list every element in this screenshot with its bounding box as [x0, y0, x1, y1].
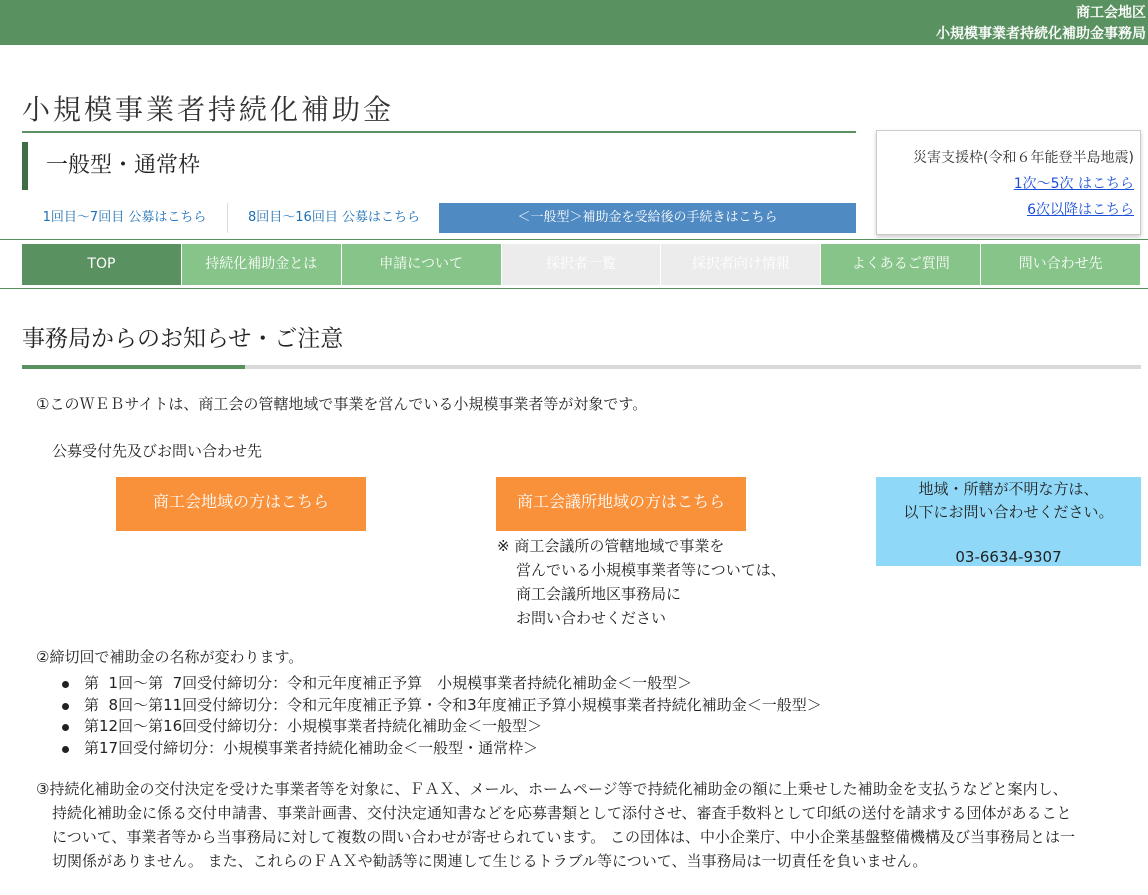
list-item: 第 1回〜第 7回受付締切分：令和元年度補正予算 小規模事業者持続化補助金＜一般型＞: [62, 673, 822, 695]
nav-border-bottom: [0, 288, 1148, 289]
subtitle-block: [22, 142, 200, 190]
nav-border-top: [0, 239, 1148, 240]
nav-faq[interactable]: よくあるご質問: [821, 244, 981, 285]
banner-region: 商工会地区: [1076, 5, 1146, 21]
name-change-list: [62, 673, 822, 759]
link-post-grant-procedures[interactable]: ＜一般型＞補助金を受給後の手続きはこちら: [439, 203, 856, 233]
title-divider: [22, 131, 856, 133]
banner-office: 小規模事業者持続化補助金事務局: [936, 26, 1146, 42]
disaster-link-6-plus[interactable]: 6次以降はこちら: [1027, 202, 1134, 218]
unknown-region-box: [876, 477, 1141, 566]
section-divider-accent: [22, 365, 245, 369]
disaster-support-box: [876, 130, 1141, 235]
note-line: 営んでいる小規模事業者等については、: [516, 561, 786, 579]
nav-contact[interactable]: 問い合わせ先: [981, 244, 1141, 285]
chamber-note: [497, 534, 786, 630]
nav-application[interactable]: 申請について: [342, 244, 502, 285]
note-line: ※ 商工会議所の管轄地域で事業を: [497, 537, 725, 555]
site-title[interactable]: 小規模事業者持続化補助金: [22, 93, 395, 126]
note-line: お問い合わせください: [516, 609, 667, 627]
page-subtitle: 一般型・通常枠: [46, 153, 201, 178]
nav-about[interactable]: 持続化補助金とは: [182, 244, 342, 285]
shokokaigisho-region-button[interactable]: 商工会議所地域の方はこちら: [496, 477, 746, 531]
top-banner: [0, 0, 1148, 45]
contact-heading: 公募受付先及びお問い合わせ先: [52, 442, 263, 460]
notice-3-line: について、事業者等から当事務局に対して複数の問い合わせが寄せられています。 この団体は、中小企業庁、中小企業基盤整備機構及び当事務局とは一: [52, 828, 1075, 846]
shokokai-region-button[interactable]: 商工会地域の方はこちら: [116, 477, 366, 531]
nav-adopted-list: 採択者一覧: [502, 244, 662, 285]
spacer: [876, 524, 1141, 546]
sub-links: [22, 203, 856, 233]
list-item: 第 8回〜第11回受付締切分：令和元年度補正予算・令和3年度補正予算小規模事業者持続化補助金＜一般型＞: [62, 695, 822, 717]
main-nav: [22, 244, 1141, 285]
section-divider: [22, 365, 1141, 369]
disaster-title: 災害支援枠(令和６年能登半島地震): [913, 150, 1134, 166]
nav-top[interactable]: TOP: [22, 244, 182, 285]
phone-number: 03-6634-9307: [955, 548, 1062, 566]
section-title: 事務局からのお知らせ・ご注意: [22, 326, 344, 352]
notice-3-line: 切関係がありません。 また、これらのＦＡＸや勧誘等に関連して生じるトラブル等について、当事務局は一切責任を負いません。: [52, 852, 928, 870]
notice-1: ①このＷＥＢサイトは、商工会の管轄地域で事業を営んでいる小規模事業者等が対象です。: [36, 395, 648, 413]
unknown-line-1: 地域・所轄が不明な方は、: [918, 480, 1099, 498]
notice-2: ②締切回で補助金の名称が変わります。: [36, 648, 304, 666]
disaster-link-1-5[interactable]: 1次〜5次 はこちら: [1013, 176, 1134, 192]
link-rounds-8-16[interactable]: 8回目〜16回目 公募はこちら: [248, 210, 420, 225]
list-item: 第17回受付締切分：小規模事業者持続化補助金＜一般型・通常枠＞: [62, 738, 822, 760]
note-line: 商工会議所地区事務局に: [516, 585, 682, 603]
notice-3: [36, 777, 1144, 873]
list-item: 第12回〜第16回受付締切分：小規模事業者持続化補助金＜一般型＞: [62, 716, 822, 738]
link-rounds-1-7[interactable]: 1回目〜7回目 公募はこちら: [22, 203, 228, 233]
notice-3-line: 持続化補助金に係る交付申請書、事業計画書、交付決定通知書などを応募書類として添付させ、審査手数料として印紙の送付を請求する団体があること: [52, 804, 1072, 822]
unknown-line-2: 以下にお問い合わせください。: [903, 503, 1114, 521]
nav-adopted-info: 採択者向け情報: [661, 244, 821, 285]
notice-3-line: ③持続化補助金の交付決定を受けた事業者等を対象に、ＦＡＸ、メール、ホームページ等で持続化補助金の額に上乗せした補助金を支払うなどと案内し、: [36, 780, 1068, 798]
